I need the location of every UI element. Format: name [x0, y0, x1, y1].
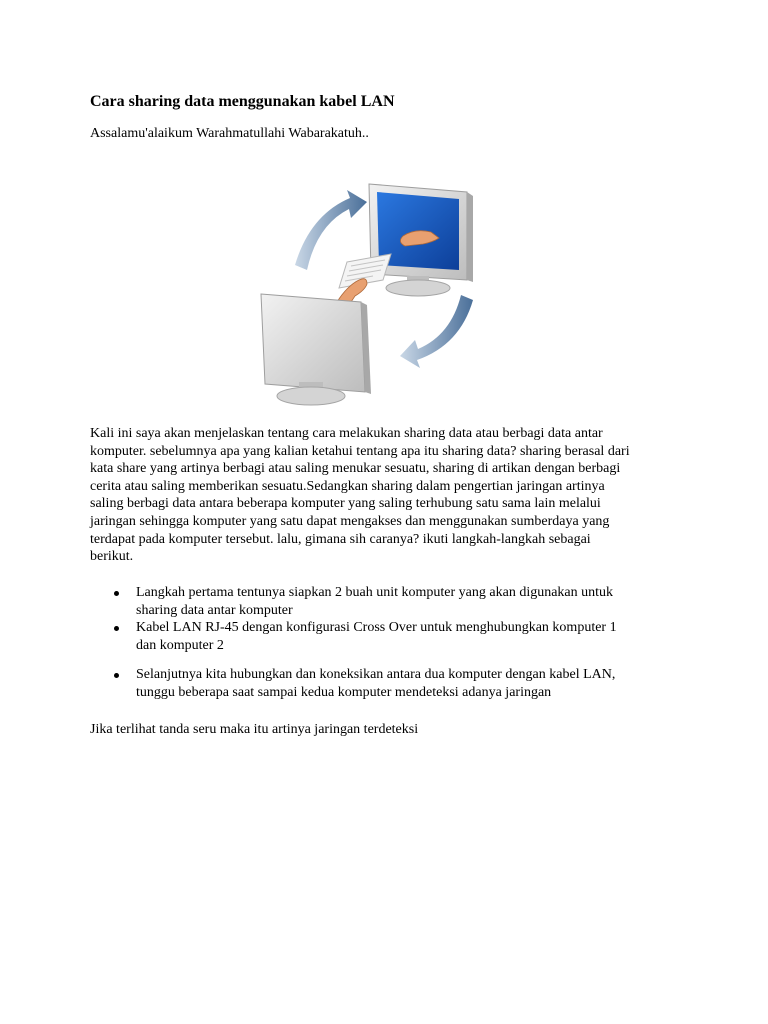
closing-text: Jika terlihat tanda seru maka itu artinya jaringan terdeteksi	[90, 722, 419, 737]
bullet-icon	[114, 626, 119, 631]
list-item-line: Selanjutnya kita hubungkan dan koneksikan antara dua komputer dengan kabel LAN,	[136, 667, 616, 682]
body-line: kata share yang artinya berbagi atau saling menukar sesuatu, sharing di artikan dengan berbagi	[90, 461, 621, 477]
list-item	[90, 619, 690, 654]
body-line: komputer. sebelumnya apa yang kalian ketahui tentang apa itu sharing data? sharing berasal dari	[90, 443, 630, 459]
steps-list	[90, 584, 690, 701]
body-line: terdapat pada komputer tersebut. lalu, gimana sih caranya? ikuti langkah-langkah sebagai	[90, 531, 591, 547]
local-monitor-icon	[261, 279, 371, 405]
list-item-line: Langkah pertama tentunya siapkan 2 buah unit komputer yang akan digunakan untuk	[136, 585, 614, 600]
greeting-text: Assalamu'alaikum Warahmatullahi Wabarakatuh..	[90, 126, 369, 141]
remote-monitor-icon	[369, 184, 473, 296]
bullet-icon	[114, 673, 119, 678]
body-line: Kali ini saya akan menjelaskan tentang cara melakukan sharing data atau berbagi data antar	[90, 426, 603, 441]
body-line: jaringan sehingga komputer yang satu dapat mengakses dan menggunakan sumberdaya yang	[90, 513, 610, 529]
list-item	[90, 584, 690, 619]
body-line: berikut.	[90, 549, 134, 565]
document-title: Cara sharing data menggunakan kabel LAN	[90, 93, 395, 110]
list-item	[90, 666, 690, 701]
list-item-line: sharing data antar komputer	[136, 602, 293, 618]
body-line: saling berbagi data antara beberapa komputer yang saling terhubung satu sama lain melalui	[90, 496, 601, 512]
body-line: cerita atau saling memberikan sesuatu.Sedangkan sharing dalam pengertian jaringan artinya	[90, 478, 605, 494]
body-paragraph	[90, 425, 690, 566]
file-sharing-computers-icon	[255, 170, 515, 410]
arrow-top-icon	[295, 190, 367, 270]
bullet-icon	[114, 591, 119, 596]
arrow-bottom-icon	[400, 295, 473, 368]
list-item-line: tunggu beberapa saat sampai kedua komputer mendeteksi adanya jaringan	[136, 684, 552, 700]
illustration-svg	[255, 170, 515, 410]
list-item-line: Kabel LAN RJ-45 dengan konfigurasi Cross Over untuk menghubungkan komputer 1	[136, 620, 617, 635]
list-item-line: dan komputer 2	[136, 637, 224, 653]
